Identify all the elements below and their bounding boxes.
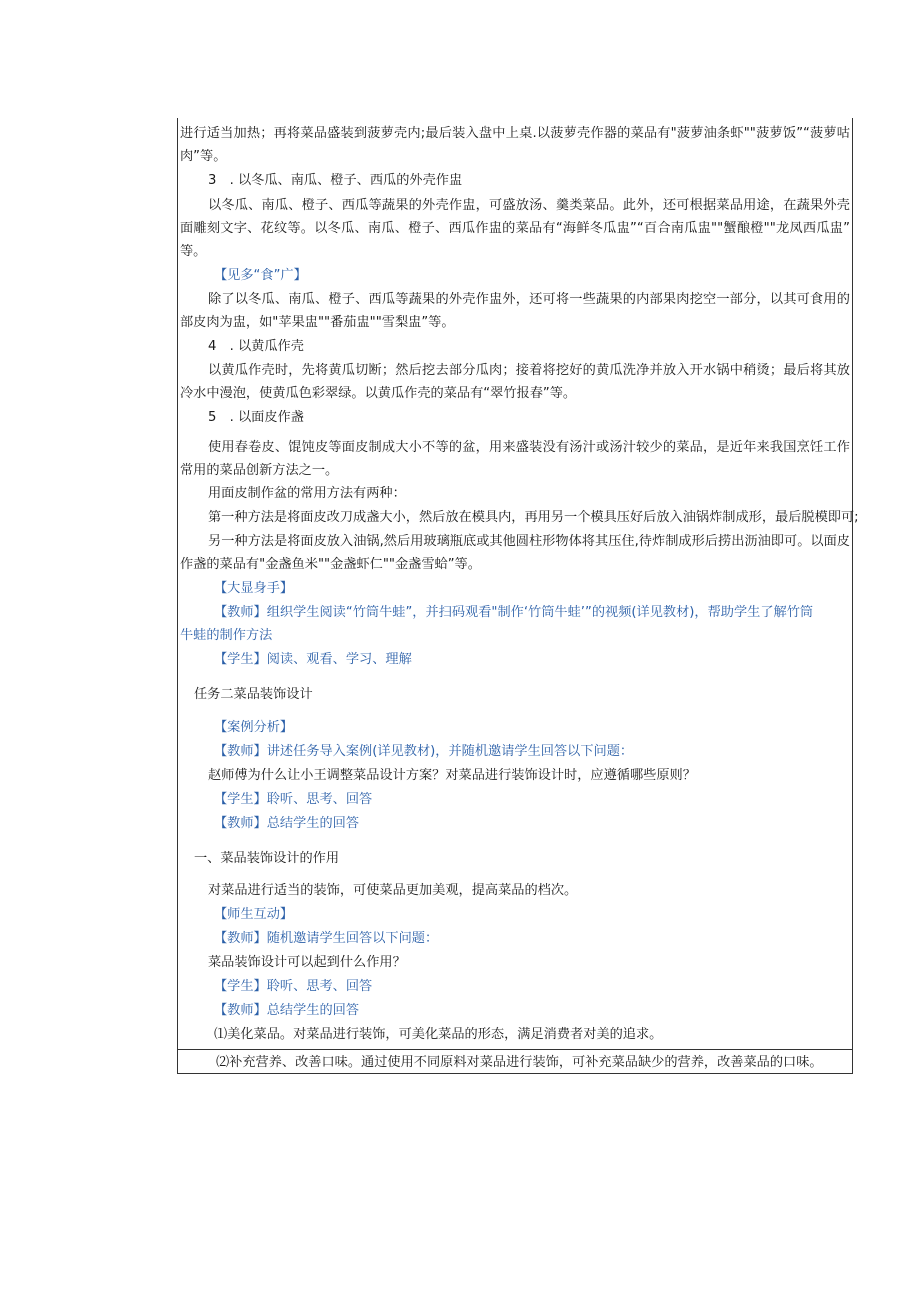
text-line: 第一种方法是将面皮改刀成盏大小，然后放在模具内，再用另一个模具压好后放入油锅炸制成形，最后脱模即可; <box>208 510 859 525</box>
text-line: 另一种方法是将面皮放入油锅,然后用玻璃瓶底或其他圆柱形物体将其压住,待炸制成形后捞出沥油即可。以面皮 <box>208 534 850 549</box>
text-line: ⑴美化菜品。对菜品进行装饰，可美化菜品的形态，满足消费者对美的追求。 <box>214 1027 663 1042</box>
teaching-note-line: 【教师】总结学生的回答 <box>214 1003 360 1018</box>
teaching-note-line: 【师生互动】 <box>214 907 294 922</box>
text-line: 作盏的菜品有"金盏鱼米""金盏虾仁""金盏雪蛤”等。 <box>180 557 481 572</box>
teaching-note-line: 【教师】讲述任务导入案例(详见教材)，并随机邀请学生回答以下问题： <box>214 744 634 759</box>
teaching-note-line: 【学生】聆听、思考、回答 <box>214 792 373 807</box>
teaching-note-line: 【学生】聆听、思考、回答 <box>214 979 373 994</box>
teaching-note-line: 【教师】组织学生阅读“竹筒牛蛙”，并扫码观看"制作‘竹筒牛蛙’”的视频(详见教材)，帮助学生了解竹筒 <box>214 605 814 620</box>
text-line: 使用春卷皮、馄饨皮等面皮制成大小不等的盆，用来盛装没有汤汁或汤汁较少的菜品，是近年来我国烹饪工作 <box>208 440 850 455</box>
teaching-note-line: 【大显身手】 <box>214 581 294 596</box>
teaching-note-line: 【教师】随机邀请学生回答以下问题： <box>214 931 439 946</box>
text-line: 除了以冬瓜、南瓜、橙子、西瓜等蔬果的外壳作盅外，还可将一些蔬果的内部果肉挖空一部分，以其可食用的 <box>208 292 850 307</box>
text-line: 菜品装饰设计可以起到什么作用？ <box>208 955 406 970</box>
text-line: 一、菜品装饰设计的作用 <box>194 851 340 866</box>
text-line: 肉”等。 <box>180 149 227 164</box>
text-line: 面雕刻文字、花纹等。以冬瓜、南瓜、橙子、西瓜作盅的菜品有“海鲜冬瓜盅”“百合南瓜盅""蟹酿橙""龙凤西瓜盅” <box>180 221 850 236</box>
teaching-note-line: 【见多“食”广】 <box>214 268 307 283</box>
text-line: 常用的菜品创新方法之一。 <box>180 463 339 478</box>
text-line: 以黄瓜作壳时，先将黄瓜切断；然后挖去部分瓜肉；接着将挖好的黄瓜洗净并放入开水锅中稍烫；最后将其放 <box>208 363 850 378</box>
teaching-note-line: 【教师】总结学生的回答 <box>214 816 360 831</box>
teaching-note-line: 【案例分析】 <box>214 720 294 735</box>
text-line: 等。 <box>180 244 207 259</box>
text-line: 赵师傅为什么让小王调整菜品设计方案？对菜品进行装饰设计时，应遵循哪些原则？ <box>208 768 696 783</box>
text-line: 冷水中漫泡，使黄瓜色彩翠绿。以黄瓜作壳的菜品有“翠竹报春”等。 <box>180 386 577 401</box>
text-line: 以冬瓜、南瓜、橙子、西瓜等蔬果的外壳作盅，可盛放汤、羹类菜品。此外，还可根据菜品用途，在蔬果外壳 <box>208 198 850 213</box>
text-line: ⑵补充营养、改善口味。通过使用不同原料对菜品进行装饰，可补充菜品缺少的营养，改善菜品的口味。 <box>216 1055 823 1070</box>
teaching-note-line: 【学生】阅读、观看、学习、理解 <box>214 652 412 667</box>
text-line: 用面皮制作盆的常用方法有两种： <box>208 486 406 501</box>
text-line: 进行适当加热；再将菜品盛装到菠萝壳内;最后装入盘中上桌.以菠萝壳作器的菜品有"菠萝油条虾""菠萝饭”“菠萝咕 <box>180 126 850 141</box>
teaching-note-line: 牛蛙的制作方法 <box>180 628 273 643</box>
text-line: 任务二菜品装饰设计 <box>194 687 313 702</box>
text-line: 5 . 以面皮作盏 <box>208 410 304 425</box>
text-line: 部皮肉为盅，如"苹果盅""番茄盅""雪梨盅”等。 <box>180 315 455 330</box>
text-line: 对菜品进行适当的装饰，可使菜品更加美观，提高菜品的档次。 <box>208 883 578 898</box>
text-line: 4 . 以黄瓜作壳 <box>208 339 304 354</box>
text-line: 3 . 以冬瓜、南瓜、橙子、西瓜的外壳作盅 <box>208 173 463 188</box>
table-row-divider <box>177 1049 853 1050</box>
